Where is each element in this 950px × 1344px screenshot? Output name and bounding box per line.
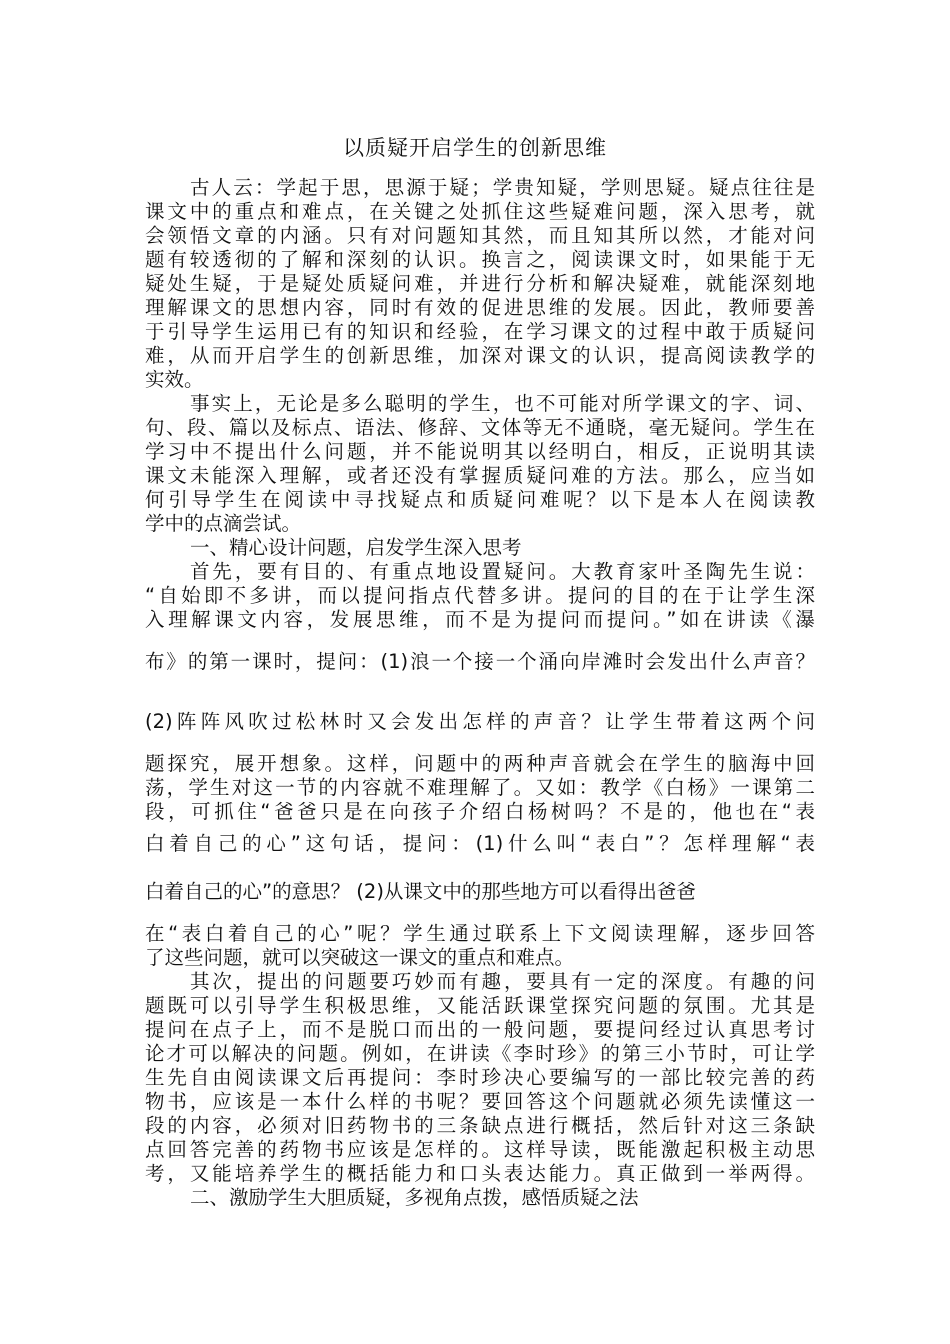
text-line: 疑处生疑，于是疑处质疑问难，并进行分析和解决疑难，就能深刻地 <box>145 272 815 295</box>
text-line: 了这些问题，就可以突破这一课文的重点和难点。 <box>145 946 575 969</box>
section-heading: 一、精心设计问题，启发学生深入思考 <box>190 536 522 559</box>
text-line: 实效。 <box>145 368 204 391</box>
text-line: 布》的第一课时，提问：(1)浪一个接一个涌向岸滩时会发出什么声音？ <box>145 650 815 673</box>
text-line: “自始即不多讲，而以提问指点代替多讲。提问的目的在于让学生深 <box>145 584 815 607</box>
text-line: 事实上，无论是多么聪明的学生，也不可能对所学课文的字、词、 <box>190 392 815 415</box>
text-line: 论才可以解决的问题。例如，在讲读《李时珍》的第三小节时，可让学 <box>145 1042 815 1065</box>
text-line: 首先，要有目的、有重点地设置疑问。大教育家叶圣陶先生说： <box>190 560 815 583</box>
text-line: 考，又能培养学生的概括能力和口头表达能力。真正做到一举两得。 <box>145 1162 815 1185</box>
text-line: 于引导学生运用已有的知识和经验，在学习课文的过程中敢于质疑问 <box>145 320 815 343</box>
text-line: 学习中不提出什么问题，并不能说明其以经明白，相反，正说明其读 <box>145 440 815 463</box>
text-line: 在“表白着自己的心”呢？学生通过联系上下文阅读理解，逐步回答 <box>145 922 815 945</box>
text-line: 生先自由阅读课文后再提问：李时珍决心要编写的一部比较完善的药 <box>145 1066 815 1089</box>
text-line: 题既可以引导学生积极思维，又能活跃课堂探究问题的氛围。尤其是 <box>145 994 815 1017</box>
text-line: 何引导学生在阅读中寻找疑点和质疑问难呢？以下是本人在阅读教 <box>145 488 815 511</box>
text-line: 题探究，展开想象。这样，问题中的两种声音就会在学生的脑海中回 <box>145 752 815 775</box>
text-line: 会领悟文章的内涵。只有对问题知其然，而且知其所以然，才能对问 <box>145 224 815 247</box>
text-line: 其次，提出的问题要巧妙而有趣，要具有一定的深度。有趣的问 <box>190 970 815 993</box>
text-line: 难，从而开启学生的创新思维，加深对课文的认识，提高阅读教学的 <box>145 344 815 367</box>
text-line: 学中的点滴尝试。 <box>145 512 302 535</box>
text-line: 理解课文的思想内容，同时有效的促进思维的发展。因此，教师要善 <box>145 296 815 319</box>
text-line: 入理解课文内容，发展思维，而不是为提问而提问。”如在讲读《瀑 <box>145 608 815 631</box>
text-line: 白着自己的心”的意思？ (2)从课文中的那些地方可以看得出爸爸 <box>145 880 696 903</box>
text-line: 课文中的重点和难点，在关键之处抓住这些疑难问题，深入思考，就 <box>145 200 815 223</box>
document-title: 以质疑开启学生的创新思维 <box>343 136 607 160</box>
section-heading: 二、激励学生大胆质疑，多视角点拨，感悟质疑之法 <box>190 1186 639 1209</box>
text-line: (2)阵阵风吹过松林时又会发出怎样的声音？让学生带着这两个问 <box>145 710 815 733</box>
text-line: 段的内容，必须对旧药物书的三条缺点进行概括，然后针对这三条缺 <box>145 1114 815 1137</box>
text-line: 段，可抓住“爸爸只是在向孩子介绍白杨树吗？不是的，他也在“表 <box>145 800 815 823</box>
text-line: 句、段、篇以及标点、语法、修辞、文体等无不通晓，毫无疑问。学生在 <box>145 416 815 439</box>
text-line: 课文未能深入理解，或者还没有掌握质疑问难的方法。那么，应当如 <box>145 464 815 487</box>
text-line: 点回答完善的药物书应该是怎样的。这样导读，既能激起积极主动思 <box>145 1138 815 1161</box>
text-line: 提问在点子上，而不是脱口而出的一般问题，要提问经过认真思考讨 <box>145 1018 815 1041</box>
text-line: 荡，学生对这一节的内容就不难理解了。又如：教学《白杨》一课第二 <box>145 776 815 799</box>
text-line: 古人云：学起于思，思源于疑；学贵知疑，学则思疑。疑点往往是 <box>190 176 815 199</box>
text-line: 物书，应该是一本什么样的书呢？要回答这个问题就必须先读懂这一 <box>145 1090 815 1113</box>
text-line: 白着自己的心”这句话，提问：(1)什么叫“表白”？怎样理解“表 <box>145 832 815 855</box>
text-line: 题有较透彻的了解和深刻的认识。换言之，阅读课文时，如果能于无 <box>145 248 815 271</box>
